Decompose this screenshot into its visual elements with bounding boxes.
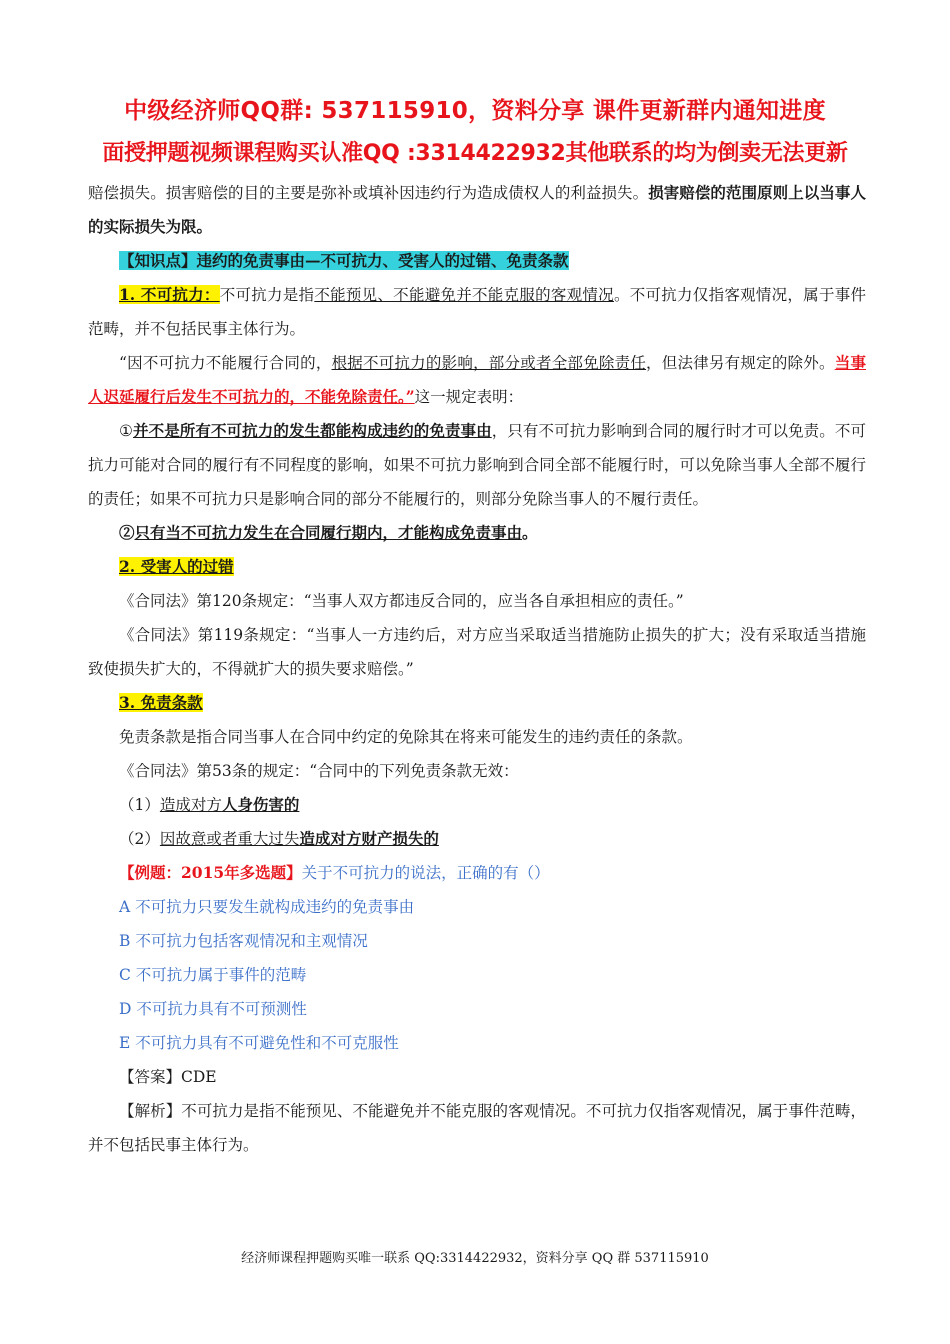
point-1-paragraph [88,414,866,516]
s1-text-1: 不可抗力是指 [219,286,315,304]
quote-paragraph [88,346,866,414]
section-2-label: 2. 受害人的过错 [119,557,234,576]
quote-text-1: “因不可抗力不能履行合同的， [119,354,332,372]
point-1-number: ① [119,422,133,440]
point-2-number: ② [119,523,135,542]
point-2-bold: 只有当不可抗力发生在合同履行期内，才能构成免责事由 [134,523,523,542]
item-1-underlined: 造成对方 [159,796,222,814]
quote-red-text: 当事人迟延履行后发生不可抗力的，不能免除责任。” [88,353,866,406]
item-2-underlined: 因故意或者重大过失 [159,830,300,848]
item-2-bold: 造成对方财产损失的 [299,829,439,848]
knowledge-heading-line [88,244,866,278]
option-e: E 不可抗力具有不可避免性和不可克服性 [119,1034,399,1052]
section-exemption-clause [88,686,866,720]
item-1-number: （1） [119,796,160,814]
invalid-clause-2 [88,822,866,856]
option-c: C 不可抗力属于事件的范畴 [119,966,307,984]
example-question-text: 关于不可抗力的说法，正确的有（） [301,864,550,882]
page-footer: 经济师课程押题购买唯一联系 QQ:3314422932，资料分享 QQ 群 537115910 [241,1251,709,1266]
analysis-text: 不可抗力是指不能预见、不能避免并不能克服的客观情况。不可抗力仅指客观情况，属于事件范畴，并不包括民事主体行为。 [88,1102,866,1154]
point-2-paragraph [88,516,866,550]
section-1-label: 1. 不可抗力： [119,285,220,304]
item-1-bold: 人身伤害的 [221,795,300,814]
answer: 【答案】CDE [119,1068,217,1086]
analysis [88,1094,866,1162]
banner-line-1: 中级经济师QQ群: 537115910，资料分享 课件更新群内通知进度 [124,98,826,124]
law-119: 《合同法》第119条规定：“当事人一方违约后，对方应当采取适当措施防止损失的扩大；没有采取适当措施致使损失扩大的，不得就扩大的损失要求赔偿。” [88,626,866,678]
option-d: D 不可抗力具有不可预测性 [119,1000,307,1018]
section-3-label: 3. 免责条款 [119,693,203,712]
invalid-clause-1 [88,788,866,822]
intro-paragraph [88,176,866,244]
intro-text: 赔偿损失。损害赔偿的目的主要是弥补或填补因违约行为造成债权人的利益损失。 [88,184,649,202]
section-force-majeure [88,278,866,346]
point-1-bold: 并不是所有不可抗力的发生都能构成违约的免责事由 [133,421,492,440]
quote-underlined: 根据不可抗力的影响，部分或者全部免除责任 [331,354,647,372]
example-tag: 【例题：2015年多选题】 [119,863,302,882]
quote-text-2: ，但法律另有规定的除外。 [646,354,835,372]
document-body [88,176,866,1162]
law-53: 《合同法》第53条的规定：“合同中的下列免责条款无效： [119,762,519,780]
example-question [88,856,866,890]
analysis-tag: 【解析】 [119,1102,182,1120]
point-2-end: 。 [522,523,538,542]
law-120: 《合同法》第120条规定：“当事人双方都违反合同的，应当各自承担相应的责任。” [119,592,684,610]
item-2-number: （2） [119,830,160,848]
s1-underlined: 不能预见、不能避免并不能克服的客观情况 [314,286,614,304]
quote-text-3: 这一规定表明： [414,388,524,406]
knowledge-heading: 【知识点】违约的免责事由—不可抗力、受害人的过错、免责条款 [119,251,569,270]
section-victim-fault [88,550,866,584]
intro-bold-text: 损害赔偿的范围原则上以当事人的实际损失为限。 [88,183,866,236]
option-a: A 不可抗力只要发生就构成违约的免责事由 [119,898,415,916]
option-b: B 不可抗力包括客观情况和主观情况 [119,932,368,950]
point-1-text: ，只有不可抗力影响到合同的履行时才可以免责。不可抗力可能对合同的履行有不同程度的影响，如果不可抗力影响到合同全部不能履行时，可以免除当事人全部不履行的责任；如果不可抗力只是影响合同的部分不能履行的，则部分免除当事人的不履行责任。 [88,422,866,508]
banner-line-2: 面授押题视频课程购买认准QQ :3314422932其他联系的均为倒卖无法更新 [102,141,848,166]
clause-definition: 免责条款是指合同当事人在合同中约定的免除其在将来可能发生的违约责任的条款。 [119,728,693,746]
s1-text-2: 。不可抗力仅指客观情况，属于事件范畴，并不包括民事主体行为。 [88,286,866,338]
